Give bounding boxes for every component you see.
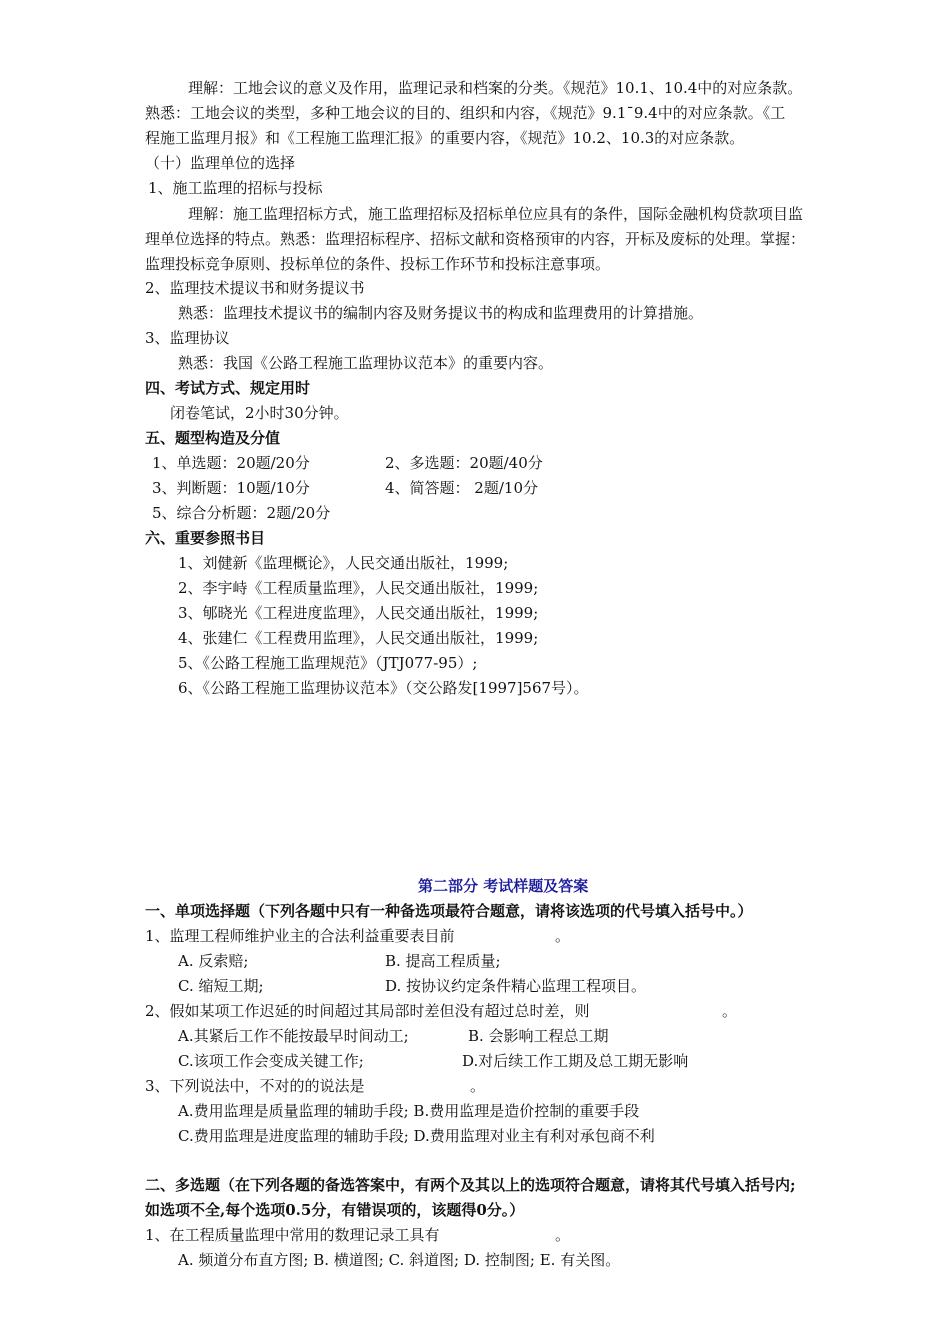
question-3: 3、下列说法中，不对的的说法是 [145, 1077, 365, 1095]
item-3-heading: 3、监理协议 [145, 329, 230, 347]
reference-item: 3、郇晓光《工程进度监理》，人民交通出版社，1999; [178, 604, 539, 622]
reference-item: 6、《公路工程施工监理协议范本》（交公路发[1997]567号）。 [178, 679, 589, 697]
part2-title: 第二部分 考试样题及答案 [418, 877, 589, 895]
contract-text: 熟悉：我国《公路工程施工监理协议范本》的重要内容。 [178, 354, 554, 372]
bid-text-line-3: 监理投标竞争原则、投标单位的条件、投标工作环节和投标注意事项。 [145, 255, 611, 273]
question-1-option-d: D. 按协议约定条件精心监理工程项目。 [385, 977, 647, 995]
heading-5: 五、题型构造及分值 [145, 429, 281, 447]
question-2-option-a: A.其紧后工作不能按最早时间动工; [178, 1027, 409, 1045]
multi-choice-heading-line-1: 二、多选题（在下列各题的备选答案中，有两个及其以上的选项符合题意，请将其代号填入括号内; [145, 1176, 796, 1194]
reference-item: 2、李宇峙《工程质量监理》，人民交通出版社，1999; [178, 579, 539, 597]
heading-4: 四、考试方式、规定用时 [145, 379, 311, 397]
multi-question-1-options: A. 频道分布直方图; B. 横道图; C. 斜道图; D. 控制图; E. 有关图。 [178, 1251, 621, 1269]
type-judge: 3、判断题：10题/10分 [152, 479, 310, 497]
section-10-heading: （十）监理单位的选择 [145, 154, 296, 172]
multi-question-1: 1、在工程质量监理中常用的数理记录工具有 [145, 1226, 440, 1244]
question-1-option-a: A. 反索赔; [178, 952, 249, 970]
question-1-end: 。 [555, 927, 571, 945]
multi-question-1-end: 。 [555, 1226, 571, 1244]
multi-choice-heading-line-2: 如选项不全,每个选项0.5分，有错误项的，该题得0分。） [145, 1201, 525, 1219]
question-3-options-ab: A.费用监理是质量监理的辅助手段; B.费用监理是造价控制的重要手段 [178, 1102, 640, 1120]
question-1: 1、监理工程师维护业主的合法利益重要表目前 [145, 927, 455, 945]
meeting-understand-text: 理解：工地会议的意义及作用，监理记录和档案的分类。《规范》10.1、10.4中的对应条款。 [188, 79, 803, 97]
question-3-end: 。 [470, 1077, 486, 1095]
exam-method-text: 闭卷笔试，2小时30分钟。 [170, 404, 349, 422]
type-analysis: 5、综合分析题：2题/20分 [152, 504, 331, 522]
reference-item: 4、张建仁《工程费用监理》，人民交通出版社，1999; [178, 629, 539, 647]
type-single: 1、单选题：20题/20分 [152, 454, 310, 472]
item-1-heading: 1、施工监理的招标与投标 [148, 179, 323, 197]
question-2: 2、假如某项工作迟延的时间超过其局部时差但没有超过总时差，则 [145, 1002, 590, 1020]
type-multi: 2、多选题：20题/40分 [385, 454, 543, 472]
question-3-options-cd: C.费用监理是进度监理的辅助手段; D.费用监理对业主有利对承包商不利 [178, 1127, 655, 1145]
question-2-option-b: B. 会影响工程总工期 [468, 1027, 609, 1045]
question-1-option-b: B. 提高工程质量; [385, 952, 501, 970]
reference-item: 1、刘健新《监理概论》，人民交通出版社，1999; [178, 554, 509, 572]
single-choice-heading: 一、单项选择题（下列各题中只有一种备选项最符合题意，请将该选项的代号填入括号中。） [145, 902, 753, 920]
question-2-end: 。 [722, 1002, 738, 1020]
type-short: 4、简答题： 2题/10分 [385, 479, 538, 497]
item-2-heading: 2、监理技术提议书和财务提议书 [145, 279, 365, 297]
question-2-option-c: C.该项工作会变成关键工作; [178, 1052, 364, 1070]
bid-text-line-2: 理单位选择的特点。熟悉：监理招标程序、招标文献和资格预审的内容，开标及废标的处理。掌握： [145, 230, 806, 248]
reference-item: 5、《公路工程施工监理规范》（JTJ077-95）; [178, 654, 478, 672]
meeting-familiar-line-1: 熟悉：工地会议的类型，多种工地会议的目的、组织和内容，《规范》9.1¯9.4中的对应条款。《工 [145, 104, 786, 122]
meeting-familiar-line-2: 程施工监理月报》和《工程施工监理汇报》的重要内容，《规范》10.2、10.3的对应条款。 [145, 129, 745, 147]
heading-6: 六、重要参照书目 [145, 529, 266, 547]
question-2-option-d: D.对后续工作工期及总工期无影响 [462, 1052, 689, 1070]
question-1-option-c: C. 缩短工期; [178, 977, 264, 995]
bid-text-line-1: 理解：施工监理招标方式，施工监理招标及招标单位应具有的条件，国际金融机构贷款项目监 [188, 205, 804, 223]
proposal-text: 熟悉：监理技术提议书的编制内容及财务提议书的构成和监理费用的计算措施。 [178, 304, 704, 322]
